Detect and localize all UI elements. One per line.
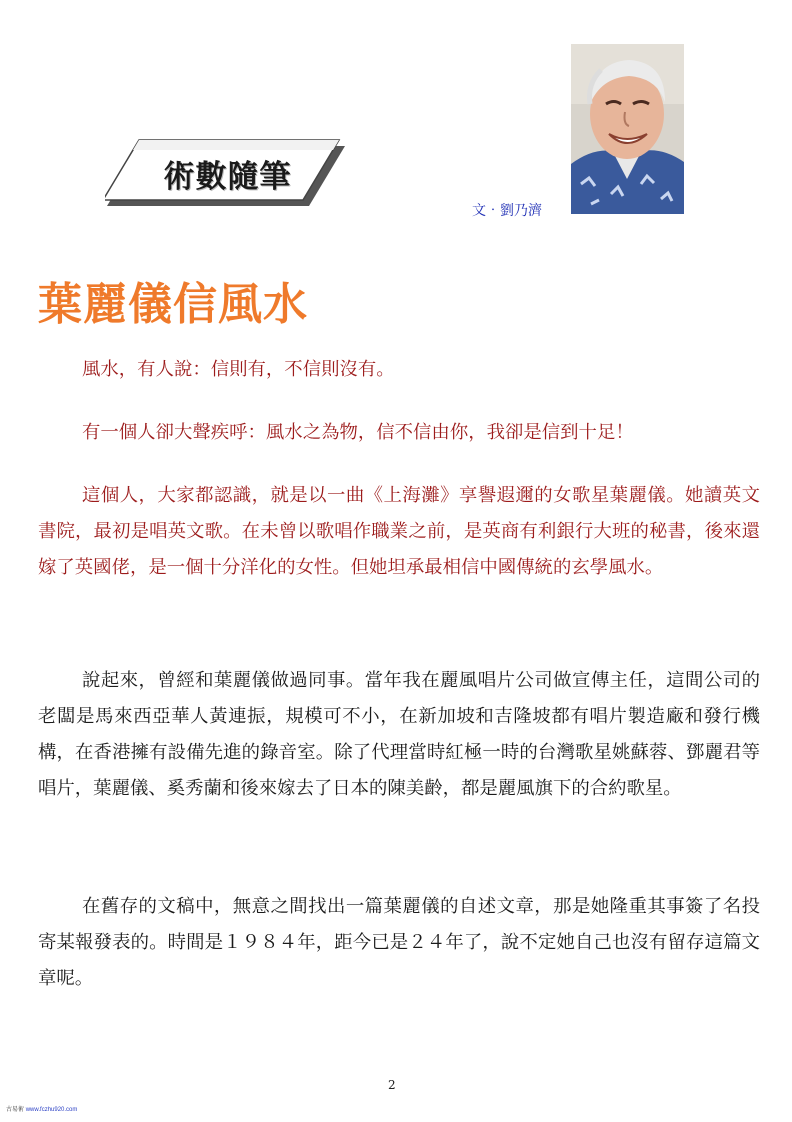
page-number: 2 — [388, 1078, 396, 1092]
paragraph-3: 這個人，大家都認識，就是以一曲《上海灘》享譽遐邇的女歌星葉麗儀。她讀英文書院，最初是唱英文歌。在未曾以歌唱作職業之前，是英商有利銀行大班的秘書，後來還嫁了英國佬，是一個十分洋化的女性。但她坦承最相信中國傳統的玄學風水。 — [38, 485, 760, 578]
site-footer — [6, 1104, 77, 1113]
author-byline: 文‧劉乃濟 — [472, 202, 542, 218]
paragraph-1: 風水，有人說：信則有，不信則沒有。 — [82, 359, 395, 380]
paragraph-5: 在舊存的文稿中，無意之間找出一篇葉麗儀的自述文章，那是她隆重其事簽了名投寄某報發表的。時間是１９８４年，距今已是２４年了，說不定她自己也沒有留存這篇文章呢。 — [38, 896, 760, 989]
author-photo — [571, 44, 684, 214]
site-url-link[interactable]: www.fczhu920.com — [25, 1107, 78, 1113]
column-banner — [105, 138, 350, 210]
paragraph-4: 說起來，曾經和葉麗儀做過同事。當年我在麗風唱片公司做宣傳主任，這間公司的老闆是馬來西亞華人黃連振，規模可不小，在新加坡和吉隆坡都有唱片製造廠和發行機構，在香港擁有設備先進的錄音室。除了代理當時紅極一時的台灣歌星姚蘇蓉、鄧麗君等唱片，葉麗儀、奚秀蘭和後來嫁去了日本的陳美齡，都是麗風旗下的合約歌星。 — [38, 670, 760, 799]
site-label: 古易術 — [6, 1107, 25, 1113]
article-title: 葉麗儀信風水 — [38, 279, 308, 330]
column-title: 術數隨筆 — [163, 159, 292, 195]
paragraph-2: 有一個人卻大聲疾呼：風水之為物，信不信由你，我卻是信到十足！ — [82, 422, 634, 443]
